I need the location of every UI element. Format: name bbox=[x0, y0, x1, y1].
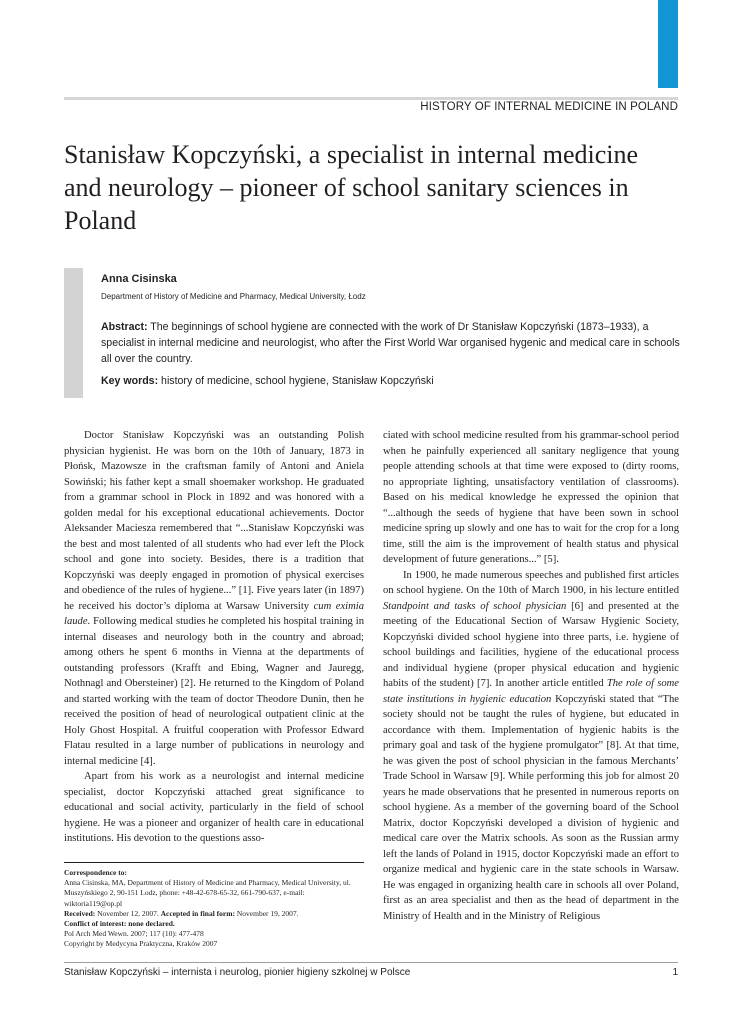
copyright: Copyright by Medycyna Praktyczna, Kraków 2007 bbox=[64, 939, 218, 949]
journal-citation: Pol Arch Med Wewn. 2007; 117 (10): 477-478 bbox=[64, 929, 204, 939]
body-text: [6] and presented at the meeting of the Educational Section of Warsaw Hygienic Society, Kopczyński divided school hygiene into three parts, i.e. hygiene of school buildings and facilities, hygiene of the educational process and individual hygiene (proper physical education and hygienic habits of the student) [7]. In another article entitled bbox=[383, 600, 679, 689]
article-title: Stanisław Kopczyński, a specialist in internal medicine and neurology – pioneer of school sanitary sciences in Poland bbox=[64, 140, 639, 235]
received-date: November 12, 2007. bbox=[95, 908, 161, 918]
body-column-left bbox=[64, 428, 364, 847]
section-label: HISTORY OF INTERNAL MEDICINE IN POLAND bbox=[420, 101, 678, 113]
keywords-text: history of medicine, school hygiene, Stanisław Kopczyński bbox=[158, 375, 434, 387]
footer-rule bbox=[64, 962, 678, 963]
keywords-label: Key words: bbox=[101, 375, 159, 387]
abstract bbox=[101, 319, 681, 367]
page-number: 1 bbox=[672, 967, 678, 978]
author-name: Anna Cisinska bbox=[101, 273, 177, 285]
body-text-italic: The role of some state institutions in hygienic education bbox=[383, 678, 679, 705]
received-label: Received: bbox=[64, 908, 96, 918]
body-paragraph bbox=[383, 568, 679, 925]
accepted-label: Accepted in final form: bbox=[160, 908, 235, 918]
body-text: In 1900, he made numerous speeches and published first articles on school hygiene. On the 10th of March 1900, in his lecture entitled bbox=[383, 569, 679, 596]
body-text: . Following medical studies he completed his hospital training in internal diseases and neurology both in the country and abroad; among others he spent 6 months in Vienna at the departments of outstanding professors (Krafft and Ebing, Wagner and Jauregg, Nothnagl and Obersteiner) [2]. He returned to the Kingdom of Poland and started working with the team of doctor Theodore Dunin, then he received the position of head of neurological outpatient clinic at the Holy Ghost Hospital. A fruitful cooperation with Professor Edward Flatau resulted in a large number of publications in neurology and internal medicine [4]. bbox=[64, 616, 364, 767]
accent-tab bbox=[658, 0, 678, 88]
running-title: Stanisław Kopczyński – internista i neurolog, pionier higieny szkolnej w Polsce bbox=[64, 967, 411, 978]
accepted-date: November 19, 2007. bbox=[235, 908, 299, 918]
correspondence-footnote bbox=[64, 868, 364, 950]
footnote-rule bbox=[64, 862, 364, 863]
body-text: Doctor Stanisław Kopczyński was an outstanding Polish physician hygienist. He was born on the 10th of January, 1873 in Płońsk, Mazowsze in the craftsman family of Antoni and Aniela Sowiński; his father kept a small shoemaker workshop. He graduated from a grammar school in Plock in 1892 and was honored with a golden medal for his exceptional educational achievements. Doctor Aleksander Maciesza remembered that “...Stanisław Kopczyński was the best and most talented of all students who had ever left the Plock school and gone into society. Besides, there is a tradition that Kopczyński was deeply engaged in promotion of physical exercises and obedience of the rules of hygiene...” [1]. Five years later (in 1897) he received his doctor’s diploma at Warsaw University bbox=[64, 430, 364, 612]
header-rule bbox=[64, 97, 678, 100]
author-affiliation: Department of History of Medicine and Pharmacy, Medical University, Łodz bbox=[101, 292, 366, 301]
body-text: Kopczyński stated that “The society should not be taught the rules of hygiene, but educated in accordance with them. Implementation of hygienic habits is the primary goal and task of the hygiene promulgator” [8]. At that time, he was given the post of school physician in the famous Merchants’ Trade School in Warsaw [9]. While performing this job for almost 20 years he made observations that he presented in numerous reports on school hygiene. As a member of the governing board of the School Matrix, doctor Kopczyński developed a division of hygienic and medical care over the Matrix schools. As soon as the Russian army left the lands of Poland in 1915, doctor Kopczyński made an effort to organize medical and hygienic care in the state schools in Warsaw. He was engaged in organizing health care in schools all over Poland, first as an area specialist and then as the head of department in the Ministry of Health and in the Ministry of Religious bbox=[383, 693, 679, 922]
abstract-label: Abstract: bbox=[101, 321, 148, 333]
correspondence-text: Anna Cisinska, MA, Department of History of Medicine and Pharmacy, Medical University, ul. Muszyńskiego 2, 90-151 Lodz, phone: +48-42-678-65-32, 661-790-637, e-mail: wiktoria119@op.pl bbox=[64, 878, 351, 908]
body-paragraph: Apart from his work as a neurologist and internal medicine specialist, doctor Kopczyński attached great significance to educational and social activity, particularly in the field of school hygiene. He was a pioneer and organizer of health care in educational institutions. His devotion to the questions asso- bbox=[64, 771, 364, 844]
body-text-italic: cum eximia laude bbox=[64, 600, 364, 627]
correspondence-label: Correspondence to: bbox=[64, 868, 127, 877]
body-paragraph: ciated with school medicine resulted from his grammar-school period when he painfully experienced all sanitary negligence that young people attending schools at that time were exposed to (dirty rooms, no appropriate lighting, unsatisfactory ventilation of classrooms). Based on his medical knowledge he expressed the opinion that “...although the seeds of hygiene that have been sown in school medicine spring up slowly and one has to wait for the crop for a long time, still the aim is the improvement of health status and physical development of future generations...” [5]. bbox=[383, 430, 679, 565]
conflict-statement: Conflict of interest: none declared. bbox=[64, 919, 175, 929]
body-column-right bbox=[383, 428, 679, 924]
body-text-italic: Standpoint and tasks of school physician bbox=[383, 600, 567, 612]
abstract-bar bbox=[64, 268, 83, 398]
body-paragraph bbox=[64, 428, 364, 769]
dates-line bbox=[64, 909, 364, 919]
abstract-box bbox=[101, 272, 681, 389]
abstract-text: The beginnings of school hygiene are connected with the work of Dr Stanisław Kopczyński (1873–1933), a specialist in internal medicine and neurologist, who after the First World War organised hygenic and medical care in schools all over the country. bbox=[101, 321, 680, 365]
keywords bbox=[101, 373, 681, 389]
